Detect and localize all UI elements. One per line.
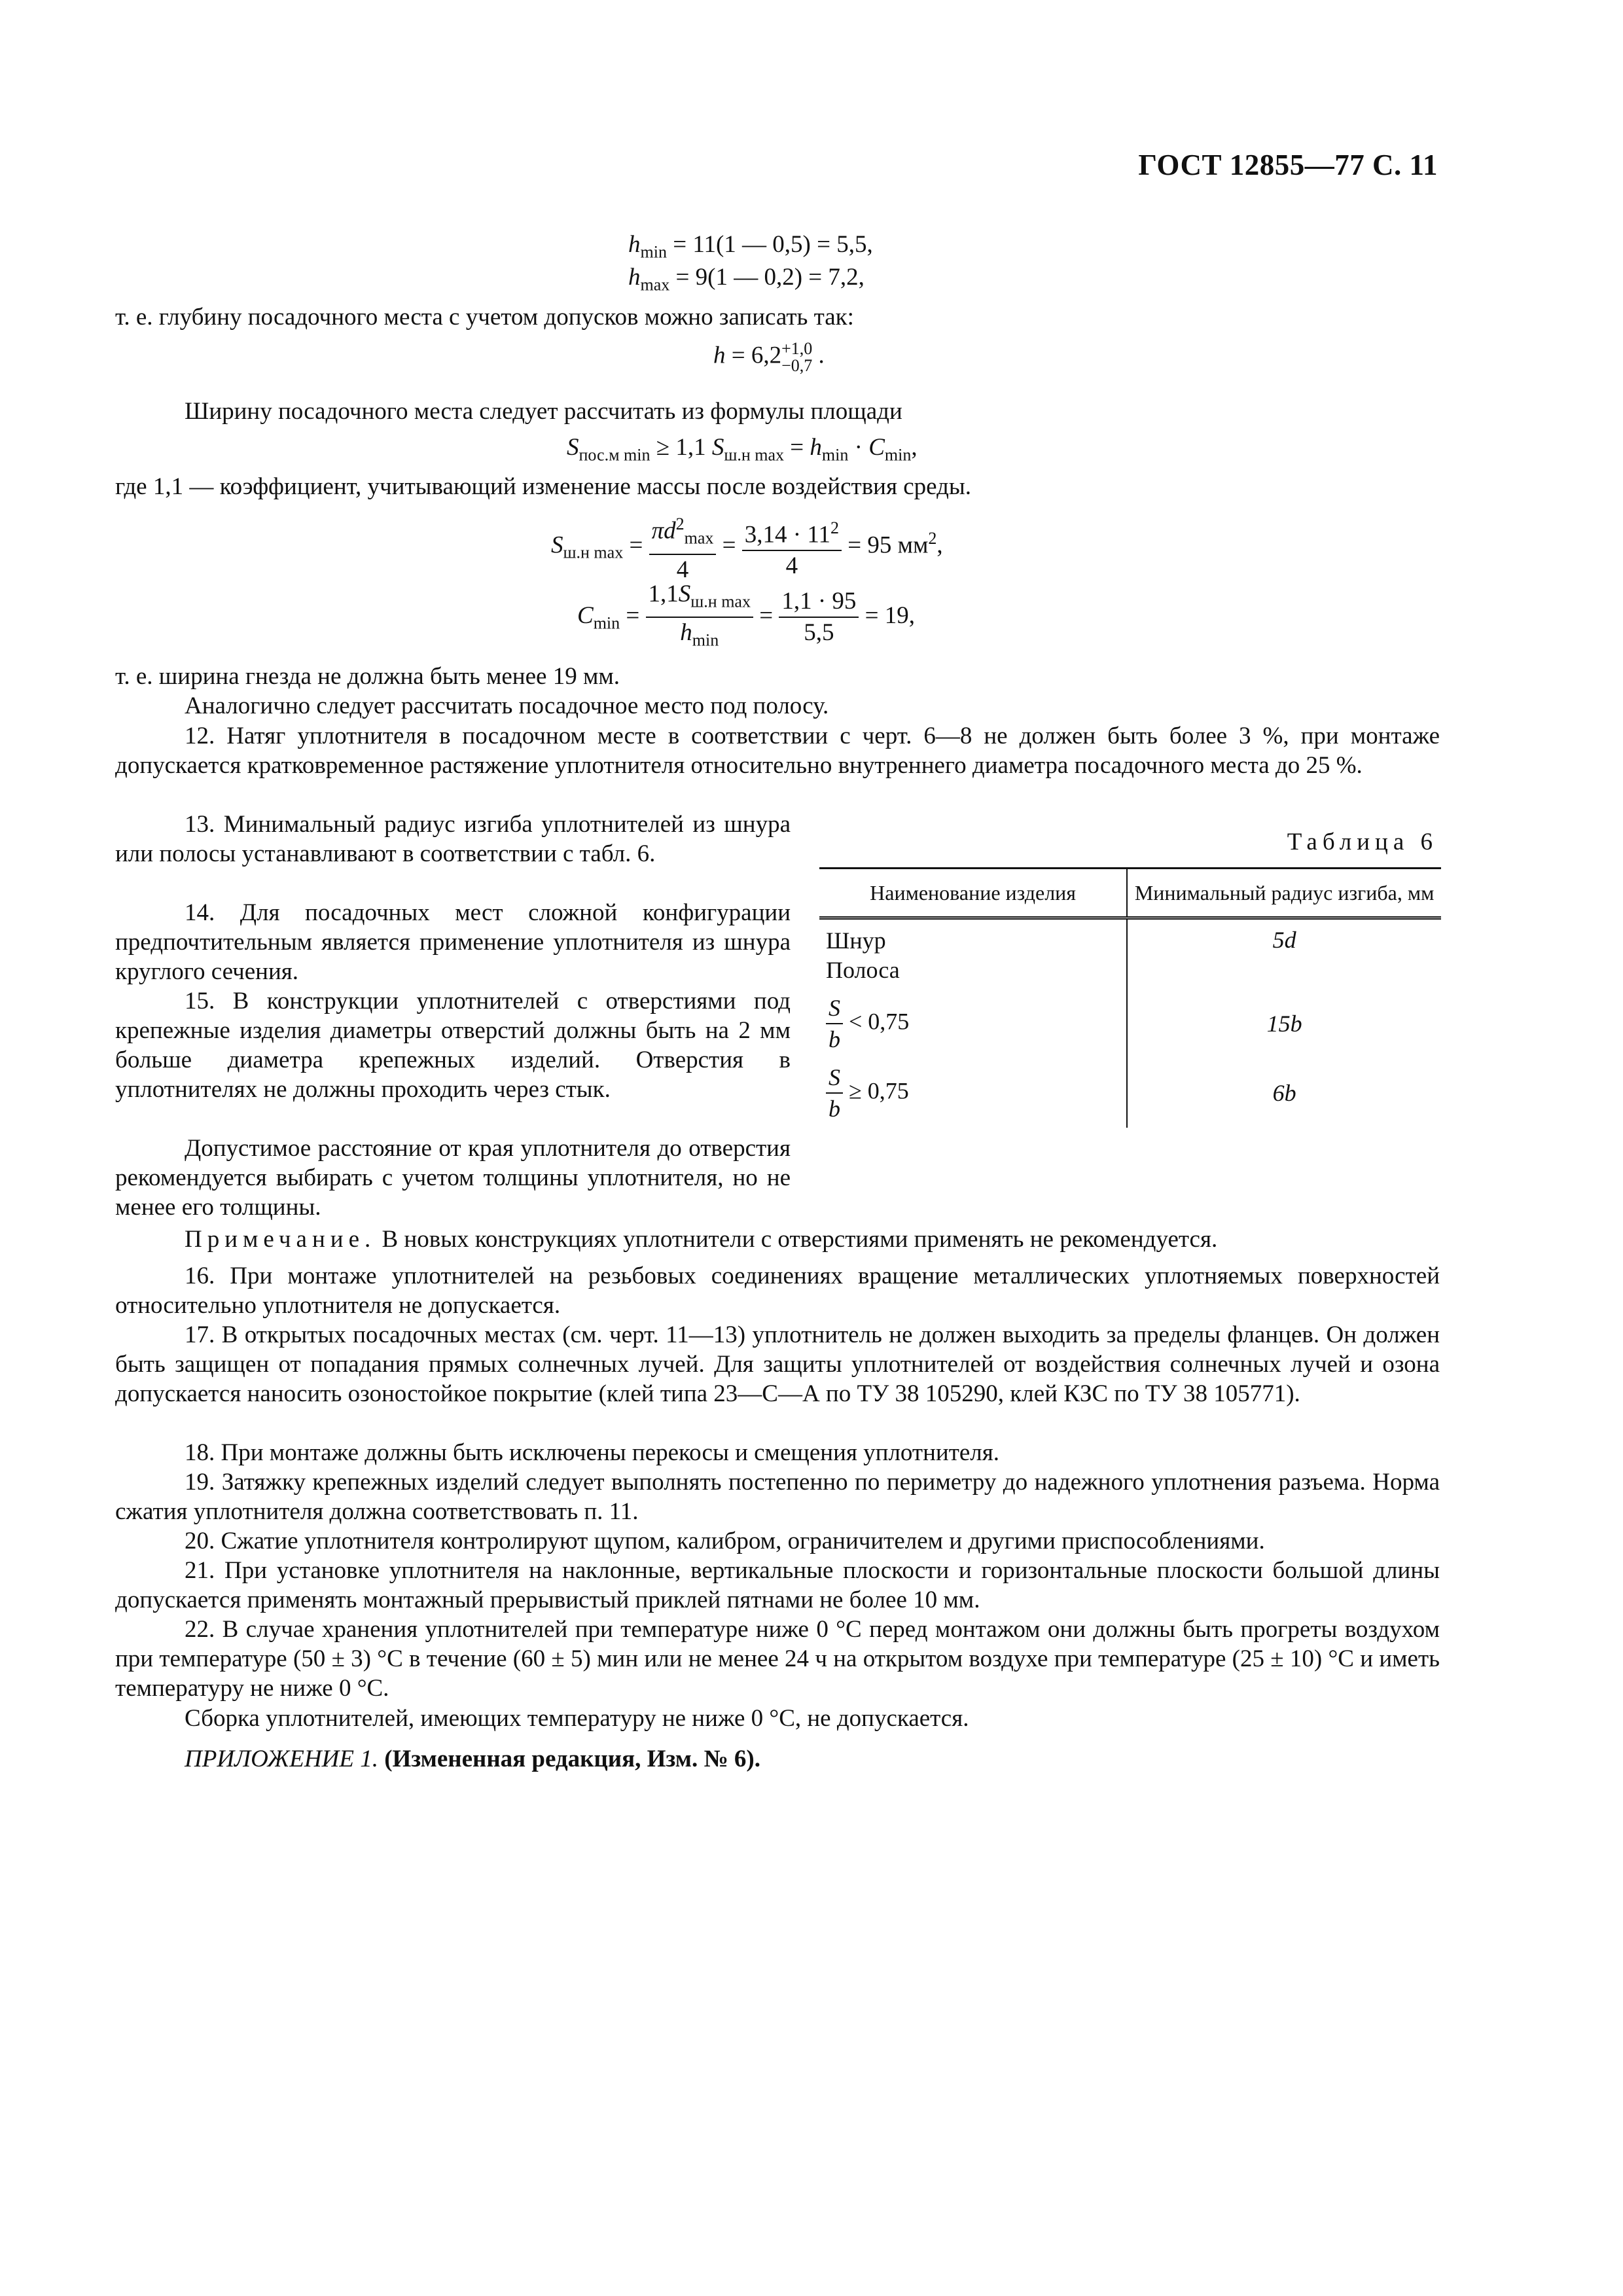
table-cell-value: 15b [1266, 1011, 1302, 1037]
formula-hmin: $h_{min} = 11(1$ — 0,5) = 5,5, [628, 231, 873, 262]
table-row [819, 918, 1441, 990]
formula-hmax: $h_{max} = 9(1$ — 0,2) = 7,2, [628, 264, 865, 295]
note-text: В новых конструкциях уплотнители с отверстиями применять не рекомендуется. [382, 1226, 1218, 1253]
text-19: т. е. ширина гнезда не должна быть менее 19 мм. [115, 663, 620, 690]
row-name-cord: Шнур [826, 927, 886, 954]
text-width: Ширину посадочного места следует рассчитать из формулы площади [185, 398, 902, 425]
table-cell-name: $\frac{S}{b}$ ≥ 0,75 [819, 1058, 1127, 1128]
table-header-name: Наименование изделия [819, 869, 1127, 918]
appendix-edit: (Измененная редакция, Изм. № 6). [384, 1746, 760, 1772]
paragraph-18: 18. При монтаже должны быть исключены перекосы и смещения уплотнителя. [185, 1439, 1000, 1466]
table-row [819, 989, 1441, 1058]
paragraph-14: 14. Для посадочных мест сложной конфигурации предпочтительным является применение уплотнителя из шнура круглого сечения. [115, 899, 791, 985]
text-depth: т. е. глубину посадочного места с учетом допусков можно записать так: [115, 304, 854, 331]
appendix-note [185, 1745, 760, 1774]
paragraph-17: 17. В открытых посадочных местах (см. черт. 11—13) уплотнитель не должен выходить за пределы фланцев. Он должен быть защищен от попадания прямых солнечных лучей. Для защиты уплотнителей от воздействия солнечных лучей и озона допускается наносить озоностойкое покрытие (клей типа 23—С—А по ТУ 38 105290, клей КЗС по ТУ 38 105771). [115, 1321, 1440, 1407]
table-cell-name: $\frac{S}{b}$ < 0,75 [819, 989, 1127, 1058]
formula-C: $C_{min}$ = $\frac{1,1S_{ш.н max}}{h_{min}}$ = $\frac{1,1 \cdot 95}{5,5}$ = 19, [577, 581, 916, 650]
paragraph-20: 20. Сжатие уплотнителя контролируют щупом, калибром, ограничителем и другими приспособлениями. [185, 1528, 1265, 1554]
paragraph-16: 16. При монтаже уплотнителей на резьбовых соединениях вращение металлических уплотняемых поверхностей относительно уплотнителя не допускается. [115, 1263, 1440, 1319]
formula-S2: $S_{ш.н max}$ = $\frac{\pi d^2_{max}}{4}$ = $\frac{3,14 \cdot 11^2}{4}$ = 95 $мм^2$, [551, 509, 943, 585]
row-condition: < 0,75 [849, 1008, 910, 1035]
paragraph-21: 21. При установке уплотнителя на наклонные, вертикальные плоскости и горизонтальные плоскости большой длины допускается применять монтажный прерывистый приклей пятнами не более 10 мм. [115, 1557, 1440, 1613]
table-row [819, 1058, 1441, 1128]
paragraph-22: 22. В случае хранения уплотнителей при температуре ниже 0 °С перед монтажом они должны быть прогреты воздухом при температуре (50 ± 3) °С в течение (60 ± 5) мин или не менее 24 ч на открытом воздухе при температуре (25 ± 10) °С и иметь температуру не ниже 0 °С. [115, 1616, 1440, 1702]
row-condition: ≥ 0,75 [849, 1077, 909, 1104]
table-title: Таблица 6 [1287, 829, 1438, 855]
appendix-label: ПРИЛОЖЕНИЕ 1. [185, 1746, 378, 1772]
page-header: ГОСТ 12855—77 С. 11 [1138, 149, 1438, 181]
table-cell-name [819, 918, 1127, 990]
table-cell-value: 6b [1272, 1080, 1296, 1106]
formula-S: $S_{пос.м min} \ge 1,1$ $S_{ш.н max} = h_{min} \cdot C_{min}$, [567, 434, 918, 465]
row-name-strip: Полоса [826, 957, 900, 983]
paragraph-12: 12. Натяг уплотнителя в посадочном месте в соответствии с черт. 6—8 не должен быть более 3 %, при монтаже допускается кратковременное растяжение уплотнителя относительно внутреннего диаметра посадочного места до 25 %. [115, 723, 1440, 779]
table-header-radius: Минимальный радиус изгиба, мм [1134, 881, 1435, 905]
table-6 [819, 867, 1441, 1128]
text-coef: где 1,1 — коэффициент, учитывающий изменение массы после воздействия среды. [115, 473, 972, 500]
paragraph-22b: Сборка уплотнителей, имеющих температуру не ниже 0 °С, не допускается. [185, 1705, 969, 1732]
note [185, 1225, 1217, 1254]
table-cell-value: 5d [1272, 927, 1296, 953]
note-label: Примечание. [185, 1226, 376, 1253]
formula-h: h = 6,2 +1,0 −0,7 . [713, 339, 825, 375]
paragraph-15b: Допустимое расстояние от края уплотнителя до отверстия рекомендуется выбирать с учетом толщины уплотнителя, но не менее его толщины. [115, 1135, 791, 1221]
paragraph-15: 15. В конструкции уплотнителей с отверстиями под крепежные изделия диаметры отверстий должны быть на 2 мм больше диаметра крепежных изделий. Отверстия в уплотнителях не должны проходить через стык. [115, 988, 791, 1103]
paragraph-13: 13. Минимальный радиус изгиба уплотнителей из шнура или полосы устанавливают в соответствии с табл. 6. [115, 811, 791, 867]
text-strip: Аналогично следует рассчитать посадочное место под полосу. [185, 692, 829, 719]
paragraph-19: 19. Затяжку крепежных изделий следует выполнять постепенно по периметру до надежного уплотнения разъема. Норма сжатия уплотнителя должна соответствовать п. 11. [115, 1469, 1440, 1525]
